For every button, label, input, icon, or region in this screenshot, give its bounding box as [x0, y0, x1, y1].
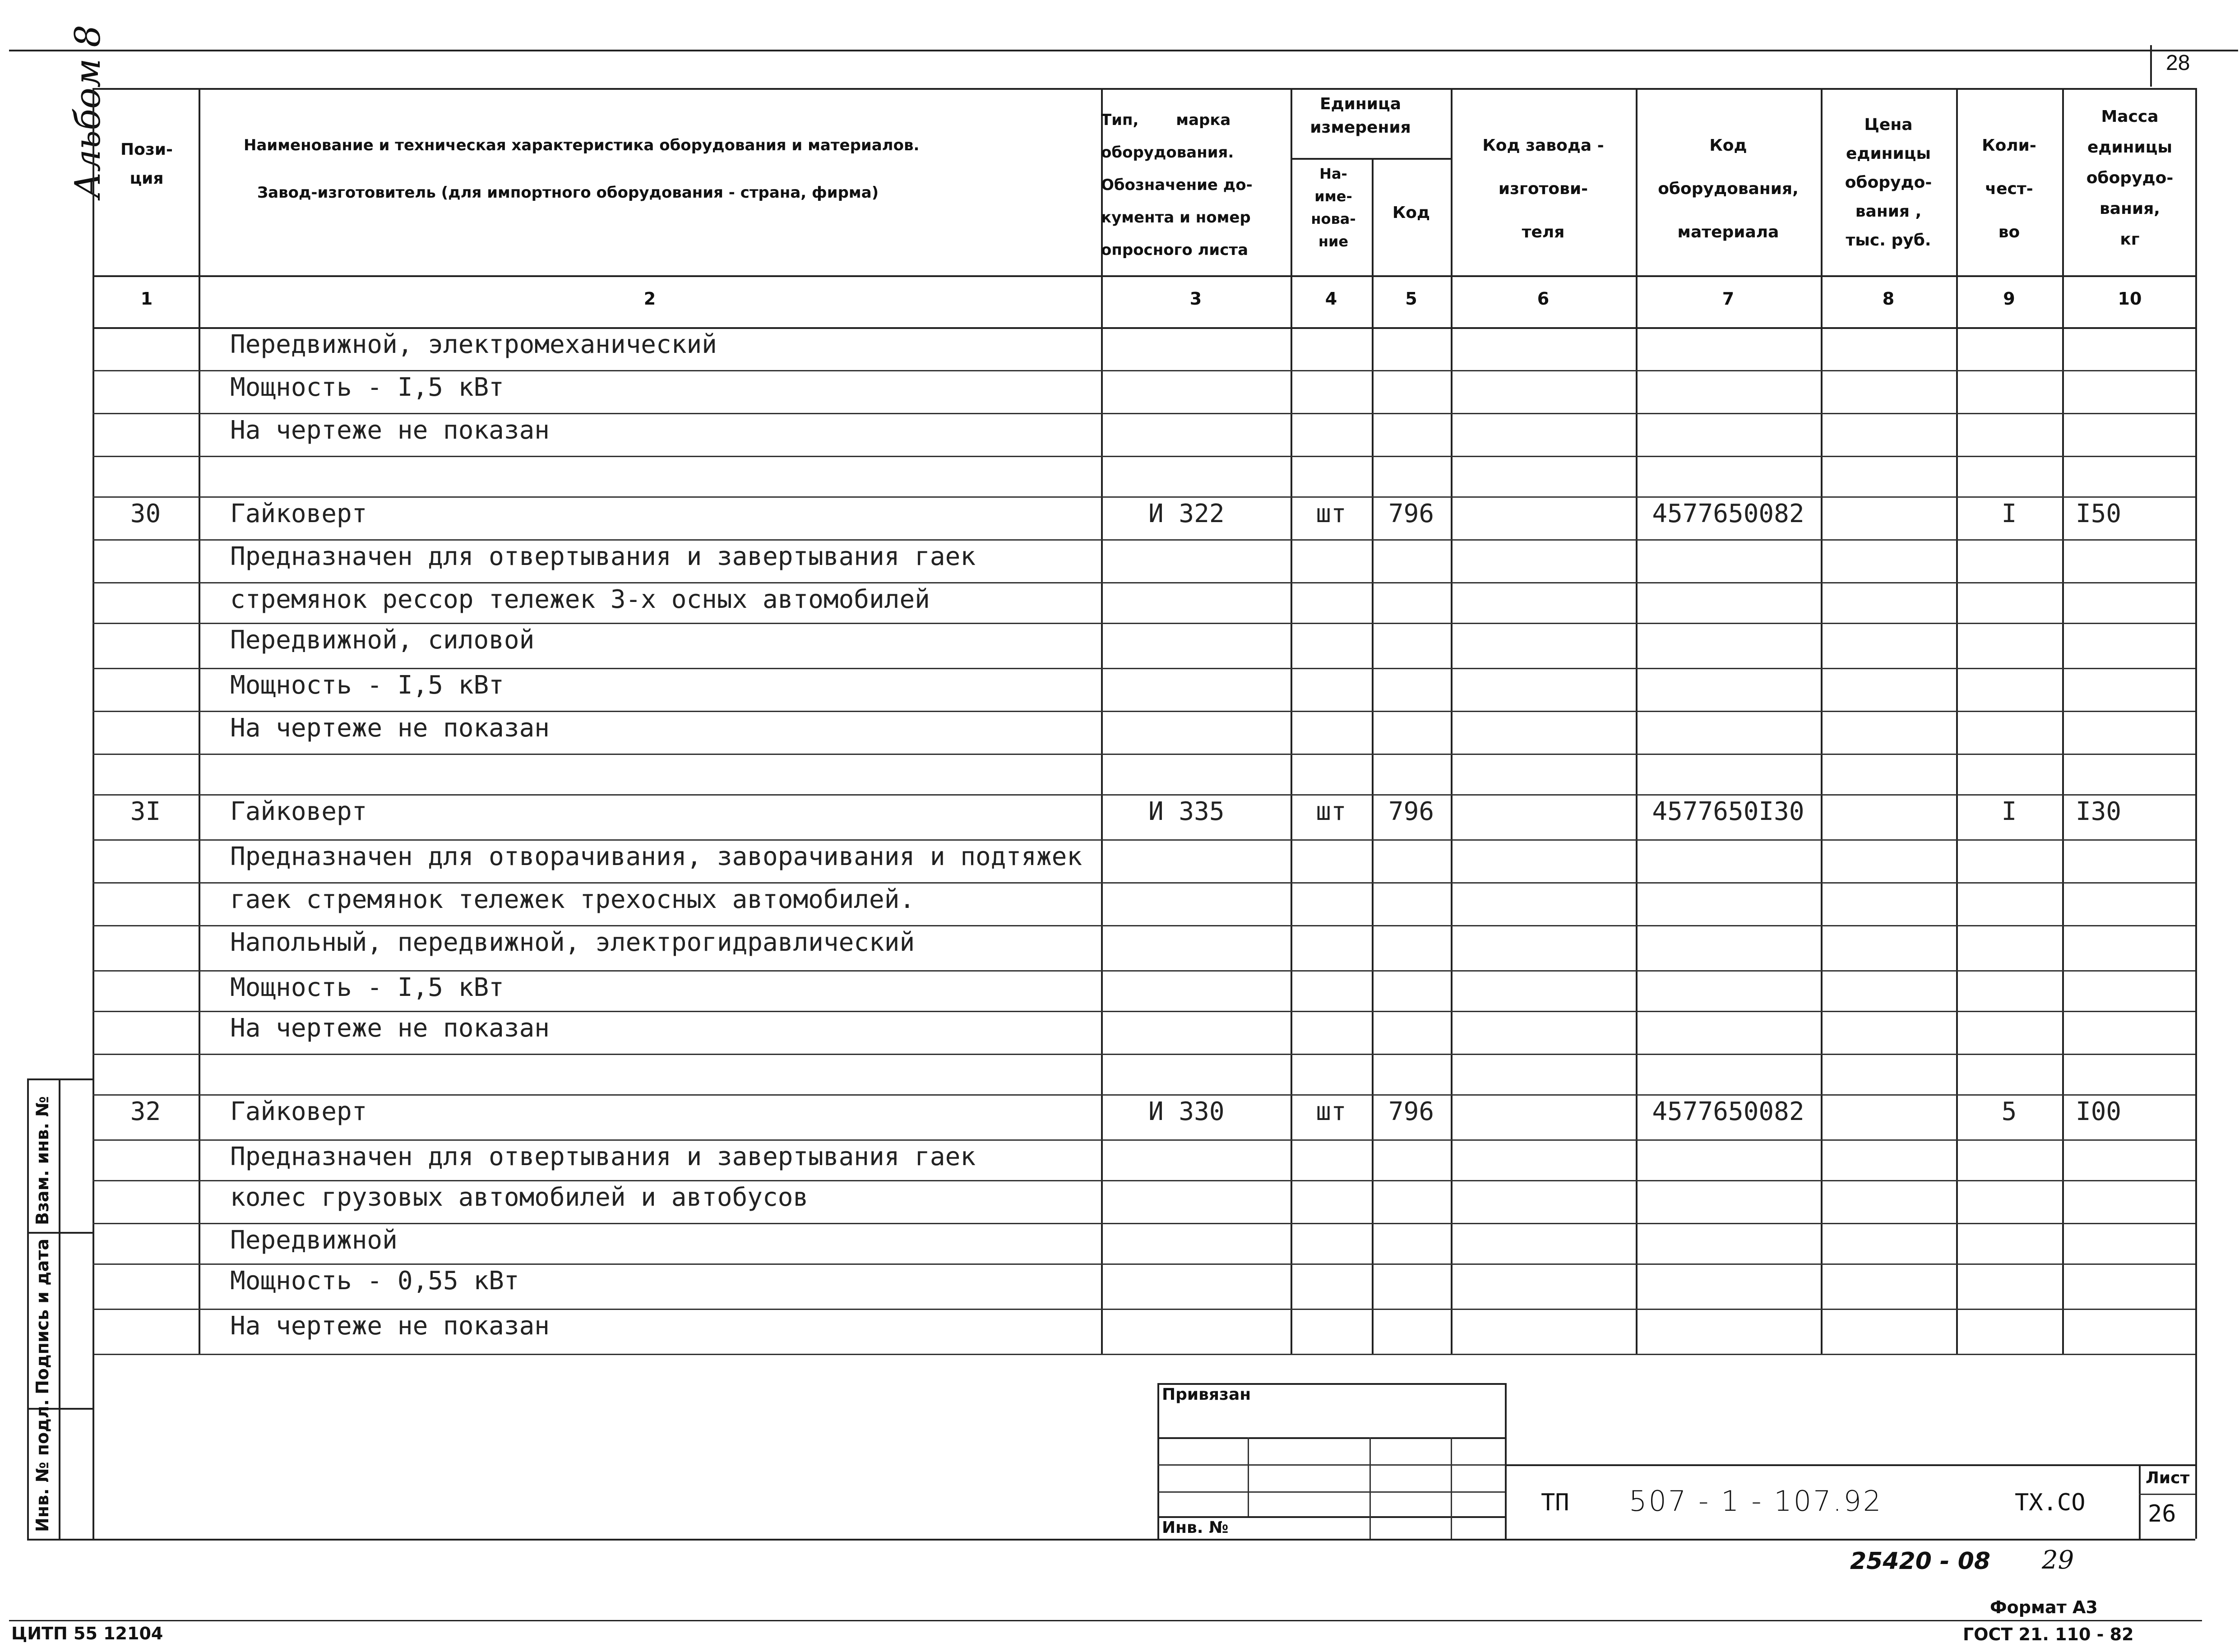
row-equipment-code: 4577650082 — [1652, 499, 1804, 528]
row-name: Мощность - I,5 кВт — [230, 671, 504, 700]
privyazan-col1 — [1248, 1437, 1249, 1516]
col-number-5: 5 — [1405, 289, 1417, 309]
row-unit: шт — [1316, 797, 1346, 826]
list-box-div — [2139, 1494, 2195, 1495]
side-stamp-inv: Инв. № подл. — [32, 1399, 52, 1532]
grid-line-v — [199, 88, 200, 1354]
tp-label: ТП — [1541, 1489, 1569, 1516]
row-name: колес грузовых автомобилей и автобусов — [230, 1183, 809, 1212]
col10-header: Масса единицы оборудо- вания, кг — [2086, 107, 2174, 249]
grid-line-v — [93, 88, 94, 1354]
col-number-3: 3 — [1189, 289, 1202, 309]
side-stamp-podpis: Подпись и дата — [32, 1238, 52, 1394]
privyazan-col3 — [1451, 1437, 1452, 1539]
row-name: Мощность - I,5 кВт — [230, 373, 504, 402]
row-name: стремянок рессор тележек 3-х осных автомобилей — [230, 585, 930, 614]
grid-line-h — [93, 711, 2195, 712]
col-number-2: 2 — [643, 289, 656, 309]
doc-number: 507 - 1 - 107.92 — [1629, 1485, 1883, 1518]
col-number-7: 7 — [1722, 289, 1735, 309]
row-position: 32 — [130, 1097, 161, 1126]
grid-line-h — [93, 970, 2195, 972]
grid-line-v — [2195, 88, 2197, 1354]
archive-number: 25420 - 08 — [1850, 1548, 1991, 1575]
row-name: На чертеже не показан — [230, 1311, 550, 1341]
side-stamp-vzam: Взам. инв. № — [32, 1096, 52, 1225]
grid-line-h — [93, 668, 2195, 669]
grid-line-h — [93, 1011, 2195, 1012]
col-number-9: 9 — [2003, 289, 2015, 309]
privyazan-row2 — [1157, 1464, 1505, 1466]
grid-line-h — [1291, 158, 1451, 160]
list-number: 26 — [2148, 1500, 2176, 1527]
col2-header-line1: Наименование и техническая характеристика оборудования и материалов. — [244, 136, 920, 154]
privyazan-row4 — [1157, 1516, 1505, 1518]
side-stamp-bottom — [27, 1539, 93, 1541]
row-mass: I00 — [2076, 1097, 2122, 1126]
row-name: На чертеже не показан — [230, 1013, 550, 1043]
grid-line-h — [93, 582, 2195, 583]
col6-header: Код завода - изготови- теля — [1482, 136, 1604, 241]
unit-group-header: Единица измерения — [1310, 95, 1411, 137]
grid-line-v — [2062, 88, 2064, 1354]
grid-line-h — [93, 754, 2195, 755]
col-number-6: 6 — [1537, 289, 1550, 309]
row-name: Передвижной, электромеханический — [230, 330, 717, 359]
grid-line-h — [93, 1354, 2195, 1355]
row-name: Передвижной — [230, 1226, 398, 1255]
row-unit: шт — [1316, 499, 1346, 528]
row-type: И 330 — [1148, 1097, 1225, 1126]
grid-line-h — [93, 1309, 2195, 1310]
row-equipment-code: 4577650082 — [1652, 1097, 1804, 1126]
grid-line-h — [93, 839, 2195, 841]
row-mass: I30 — [2076, 797, 2122, 826]
row-position: 3I — [130, 797, 161, 826]
row-name: Гайковерт — [230, 1097, 367, 1126]
frame-bottom — [93, 1539, 2195, 1541]
grid-line-h — [93, 539, 2195, 541]
grid-line-v — [1372, 158, 1374, 1354]
privyazan-top — [1157, 1383, 1505, 1385]
privyazan-row3 — [1157, 1491, 1505, 1493]
col8-header: Цена единицы оборудо- вания , тыс. руб. — [1845, 116, 1932, 250]
frame-left-lower — [93, 1354, 94, 1539]
inv-no-label: Инв. № — [1162, 1518, 1229, 1537]
citp-label: ЦИТП 55 12104 — [11, 1624, 163, 1643]
col-number-10: 10 — [2118, 289, 2142, 309]
col2-header-line2: Завод-изготовитель (для импортного оборудования - страна, фирма) — [257, 184, 879, 202]
grid-line-v — [1636, 88, 1638, 1354]
row-mass: I50 — [2076, 499, 2122, 528]
privyazan-row1 — [1157, 1437, 1505, 1439]
grid-line-h — [93, 794, 2195, 796]
grid-line-h — [93, 413, 2195, 414]
frame-right-lower — [2195, 1354, 2197, 1539]
row-type: И 335 — [1148, 797, 1225, 826]
grid-line-v — [1821, 88, 1823, 1354]
grid-line-h — [93, 1139, 2195, 1141]
row-name: На чертеже не показан — [230, 713, 550, 743]
format-label: Формат А3 — [1990, 1597, 2098, 1617]
row-unit: шт — [1316, 1097, 1346, 1126]
grid-line-h — [93, 882, 2195, 884]
col-number-1: 1 — [140, 289, 153, 309]
row-name: Напольный, передвижной, электрогидравлический — [230, 928, 915, 957]
side-stamp-div1 — [27, 1232, 93, 1234]
album-label: Альбом 8 — [68, 25, 108, 199]
grid-line-h — [93, 88, 2195, 90]
top-border — [9, 50, 2238, 51]
grid-line-h — [93, 496, 2195, 498]
grid-line-v — [1956, 88, 1958, 1354]
row-unit-code: 796 — [1388, 1097, 1434, 1126]
grid-line-v — [1451, 88, 1453, 1354]
gost-label: ГОСТ 21. 110 - 82 — [1963, 1624, 2134, 1644]
grid-line-h — [93, 1180, 2195, 1181]
grid-line-h — [93, 456, 2195, 457]
grid-line-h — [93, 1223, 2195, 1224]
col5-header: Код — [1392, 204, 1430, 222]
grid-line-h — [93, 327, 2195, 329]
privyazan-label: Привязан — [1162, 1385, 1251, 1404]
bottom-rule — [9, 1620, 2202, 1621]
side-stamp-mid — [59, 1078, 60, 1539]
row-quantity: I — [2001, 797, 2017, 826]
grid-line-h — [93, 370, 2195, 371]
grid-line-h — [93, 1054, 2195, 1055]
row-unit-code: 796 — [1388, 499, 1434, 528]
col9-header: Коли- чест- во — [1982, 136, 2036, 241]
col-number-8: 8 — [1882, 289, 1895, 309]
doc-box-top — [1505, 1464, 2195, 1466]
grid-line-h — [93, 1094, 2195, 1096]
row-quantity: I — [2001, 499, 2017, 528]
grid-line-h — [93, 1263, 2195, 1265]
row-quantity: 5 — [2001, 1097, 2017, 1126]
col7-header: Код оборудования, материала — [1658, 136, 1799, 241]
archive-page: 29 — [2042, 1546, 2074, 1575]
grid-line-h — [93, 275, 2195, 277]
row-name: Предназначен для отворачивания, заворачивания и подтяжек — [230, 842, 1082, 871]
col-number-4: 4 — [1325, 289, 1337, 309]
row-name: гаек стремянок тележек трехосных автомобилей. — [230, 885, 915, 914]
grid-line-h — [93, 623, 2195, 624]
row-name: Гайковерт — [230, 499, 367, 528]
list-label: Лист — [2146, 1469, 2190, 1487]
row-name: Передвижной, силовой — [230, 625, 535, 655]
row-unit-code: 796 — [1388, 797, 1434, 826]
row-name: Мощность - I,5 кВт — [230, 973, 504, 1002]
row-position: 30 — [130, 499, 161, 528]
grid-line-h — [93, 925, 2195, 926]
privyazan-left — [1157, 1383, 1159, 1539]
row-name: Гайковерт — [230, 797, 367, 826]
list-box-left — [2139, 1464, 2141, 1539]
side-stamp-left-edge — [27, 1078, 29, 1539]
row-equipment-code: 4577650I30 — [1652, 797, 1804, 826]
grid-line-v — [1101, 88, 1103, 1354]
col3-header: Тип, марка оборудования. Обозначение до- кумента и номер опросного листа — [1101, 111, 1253, 259]
row-name: Мощность - 0,55 кВт — [230, 1266, 519, 1296]
privyazan-col2 — [1369, 1437, 1371, 1539]
sheet-corner-number: 28 — [2166, 51, 2190, 75]
section-code: ТХ.СО — [2015, 1489, 2086, 1516]
row-name: На чертеже не показан — [230, 416, 550, 445]
col4-header: На- име- нова- ние — [1311, 165, 1356, 250]
row-type: И 322 — [1148, 499, 1225, 528]
privyazan-right — [1505, 1383, 1507, 1539]
row-name: Предназначен для отвертывания и завертывания гаек — [230, 1142, 976, 1171]
row-name: Предназначен для отвертывания и завертывания гаек — [230, 542, 976, 571]
corner-box-edge — [2150, 45, 2152, 87]
col1-header: Пози- ция — [120, 140, 173, 188]
grid-line-v — [1291, 88, 1292, 1354]
